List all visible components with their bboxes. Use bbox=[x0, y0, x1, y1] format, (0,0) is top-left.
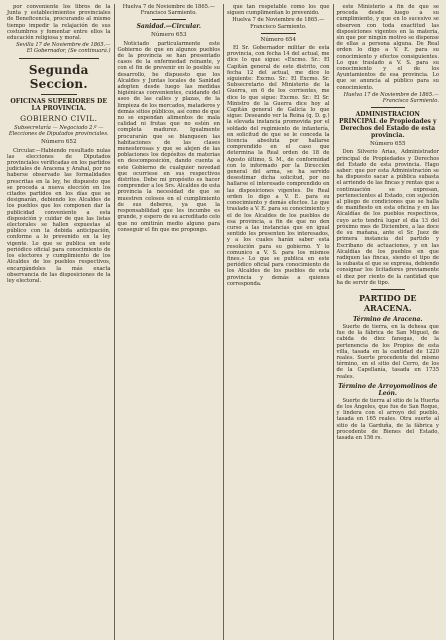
government-title: GOBIERNO CIVIL. bbox=[20, 114, 98, 124]
col1-closing: Sevilla 17 de Noviembre de 1865.—El Gobernador, (Se continuará.) bbox=[16, 42, 111, 55]
col3-body: El Sr. Gobernador militar de esta provincia, con fecha 14 del actual, me dice lo que sigue: «Excmo. Sr.: El Capitán general de este distrito, con fecha 12 del actual, me dice lo siguiente: Excmo. Sr.: El Excmo. Sr. Subsecretario del Ministerio de la Guerra, en 6 de los corrientes, me dice lo que sigue: Excmo. Sr.: El Sr. Ministro de la Guerra dice hoy al Capitán general de Galicia lo que sigue: Deseando ver la Reina (q. D. g.) la elevada instancia promovida por el soldado del regimiento de infantería, en solicitud de que se le conceda la licencia absoluta por hallarse comprendido en el caso que determina la Real orden de 18 de Agosto último, S. M., de conformidad con lo informado por la Dirección general del arma, se ha servido desestimar dicha solicitud, por no hallarse el interesado comprendido en las disposiciones vigentes. De Real orden lo digo a V. E. para su conocimiento y demás efectos. Lo que traslado a V. E. para su conocimiento y el de los Alcaldes de los pueblos de esa provincia, a fin de que no den curso a las instancias que en igual sentido les presenten los interesados, y a los cuales harán saber esta resolución para su gobierno. Y lo comunico a V. S. para los mismos fines.» Lo que se publica en este periódico oficial para conocimiento de los Alcaldes de los pueblos de esta provincia y demás a quienes corresponda. bbox=[227, 45, 330, 287]
col1-body: Circular.—Habiendo resultado nulas las elecciones de Diputados provinciales verificadas en los partidos judiciales de Aracena y Arahal, por no haberse observado las formalidades prescritas en la ley, he dispuesto que se proceda a nueva elección en los citados partidos en los días que se designarán, debiendo los Alcaldes de los pueblos que los componen dar la publicidad conveniente a esta disposición y cuidar de que las listas electorales se hallen expuestas al público con la debida anticipación, conforme a lo prevenido en la ley vigente. Lo que se publica en este periódico oficial para conocimiento de los electores y cumplimiento de los Alcaldes de los pueblos respectivos, encargándoles la más exacta observancia de las disposiciones de la ley electoral. bbox=[7, 147, 111, 284]
arroyomolinos-term-label: Término de Arroyomolinos de León. bbox=[338, 382, 438, 397]
col3-closing: Huelva 7 de Noviembre de 1865.—Francisco Sarmiento. bbox=[232, 17, 325, 30]
divider bbox=[371, 107, 406, 108]
divider bbox=[41, 94, 77, 95]
column-4 bbox=[333, 4, 443, 640]
section-title: Segunda Seccion. bbox=[28, 62, 89, 91]
divider bbox=[152, 19, 187, 20]
column-1 bbox=[4, 4, 114, 640]
col2-body: Noticiado particularmente este Gobierno de que en algunos pueblos de la provincia se han presentado casos de la enfermedad reinante, y con el fin de prevenir en lo posible su desarrollo, he dispuesto que los Alcaldes y Juntas locales de Sanidad adopten desde luego las medidas higiénicas convenientes, cuidando del aseo de las calles y plazas, de la limpieza de los mercados, mataderos y demás sitios públicos, así como de que no se expendan alimentos de mala calidad ni frutas que no estén en completa madurez. Igualmente procurarán que se blanqueen las habitaciones de las clases menesterosas y que se alejen de las poblaciones los depósitos de materias en descomposición, dando cuenta a este Gobierno de cualquier novedad que ocurriese en sus respectivos distritos. Debe mi propósito es hacer comprender a los Srs. Alcaldes de esta provincia la necesidad de que se muestren celosos en el cumplimiento de sus deberes, ya que la responsabilidad que les incumbe es grande, y espero de su acreditado celo que no omitirán medio alguno para conseguir el fin que me propongo. bbox=[117, 40, 220, 233]
partido-title: PARTIDO DE ARACENA. bbox=[358, 292, 417, 313]
administration-title: ADMINISTRACION PRINCIPAL de Propiedades y Derechos del Estado de esta provincia. bbox=[338, 111, 437, 140]
notice-number: Número 652 bbox=[40, 139, 77, 146]
col1-top-text: por conveniente los libros de la Junta y establecimientos provinciales de Beneficencia, procurando al mismo tiempo impedir la relajación de sus costumbres y fomentar entre ellos la educación religiosa y moral. bbox=[7, 4, 111, 42]
divider bbox=[261, 33, 296, 34]
divider bbox=[371, 289, 406, 290]
column-2 bbox=[114, 4, 224, 640]
notice-number: Número 655 bbox=[369, 141, 406, 148]
aracena-term-label: Término de Aracena. bbox=[353, 315, 423, 323]
column-3 bbox=[223, 4, 333, 640]
administration-body: Don Silverio Arias, Administrador principal de Propiedades y Derechos del Estado de esta provincia. Hago saber: que por esta Administración se ha dispuesto sacar a pública subasta el arriendo de las fincas y rentas que a continuación se expresan, pertenecientes al Estado, con sujeción al pliego de condiciones que se halla de manifiesto en esta oficina y en las Alcaldías de los pueblos respectivos, cuyo acto tendrá lugar el día 13 del próximo mes de Diciembre, a las doce de su mañana, ante el Sr. Juez de primera instancia del partido y Escribano de actuaciones, y en las Alcaldías de los pueblos en que radiquen las fincas, siendo el tipo de la subasta el que se expresa, debiendo consignar los licitadores previamente el diez por ciento de la cantidad que ha de servir de tipo. bbox=[336, 149, 439, 286]
col2-closing: Huelva 7 de Noviembre de 1865.—Francisco Sarmiento. bbox=[122, 4, 215, 17]
arroyomolinos-body: Suerte de tierra al sitio de la Huerta de los Ángeles, que fue de San Roque, y lindera con el arroyo del pueblo, tasada en 165 reales. Otra suerte al sitio de la Garduña, de la fábrica y procedente de Bienes del Estado, tasada en 156 rs. bbox=[336, 397, 439, 441]
sanidad-title: Sanidad.—Circular. bbox=[136, 23, 201, 31]
subsection-title: Subsecretaría — Negociado 2.º — Elecciones de Diputados provinciales. bbox=[8, 125, 109, 138]
aracena-body: Suerte de tierra, en la dehesa que fue de la fábrica de San Miguel, de cabida de diez fanegas, de la pertenencia de los Propios de esta villa, tasada en la cantidad de 1220 reales. Suerte procedente del mismo término, en el sitio del Cerro, de los de la Capellanía, tasada en 1735 reales. bbox=[336, 323, 439, 380]
col4-closing: Huelva 17 de Noviembre de 1865.—Francisco Sarmiento. bbox=[343, 91, 439, 105]
notice-number: Número 653 bbox=[150, 32, 187, 39]
divider bbox=[19, 58, 99, 59]
offices-title: OFICINAS SUPERIORES DE LA PROVINCIA. bbox=[10, 97, 108, 112]
col3-top-text: que tan respetable como los que siguen cumplimentan lo prevenido. bbox=[227, 4, 330, 17]
col4-top-text: este Ministerio a fin de que se proceda desde luego a su cumplimiento, y que en lo sucesivo se observen con toda exactitud las disposiciones vigentes en la materia, sin que por ningún motivo se dispense de ellas a persona alguna. De Real orden lo digo a V. E. para su conocimiento y efectos consiguientes. Lo que traslado a V. S. para su conocimiento y el de los Ayuntamientos de esa provincia. Lo que se anuncia al público para su conocimiento. bbox=[336, 4, 439, 91]
notice-number: Número 654 bbox=[260, 36, 297, 43]
